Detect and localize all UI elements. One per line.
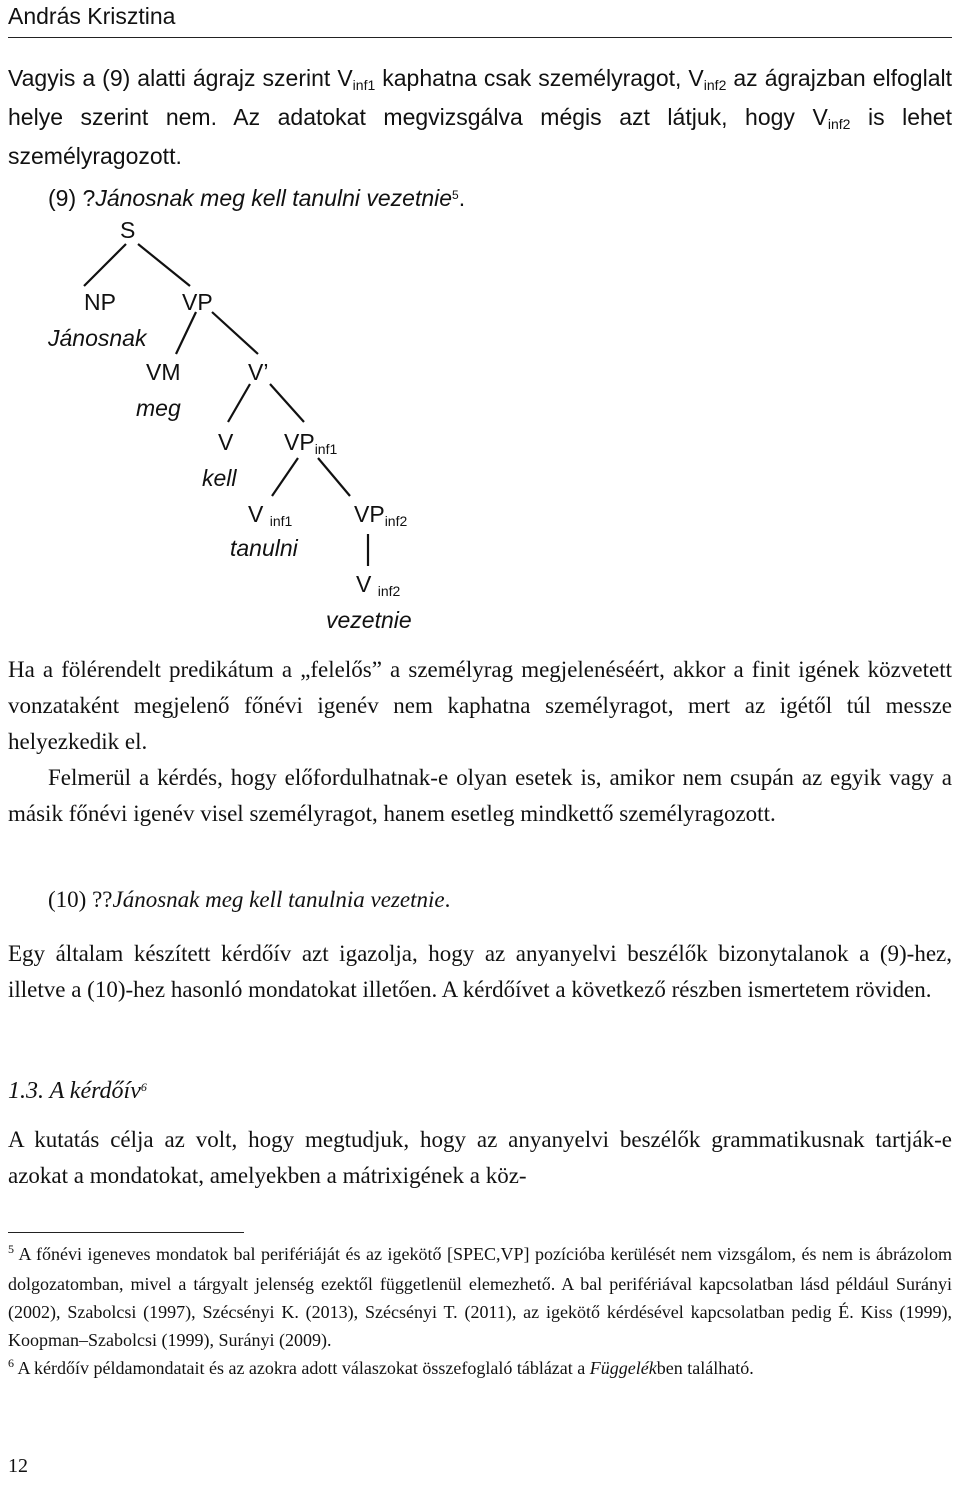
sentence-end: . xyxy=(458,185,466,211)
sentence-end: . xyxy=(444,887,451,912)
branch-s-np xyxy=(84,244,126,286)
footnotes xyxy=(8,1240,952,1384)
body-paragraph-4 xyxy=(8,1122,952,1194)
tree-word-meg: meg xyxy=(136,395,181,421)
footnote-italic: Függelék xyxy=(589,1358,657,1378)
footnote-text: A kérdőív példamondatait és az azokra adott válaszokat összefoglaló táblázat a xyxy=(14,1358,590,1378)
branch-vpinf1-vinf1 xyxy=(272,458,298,496)
example-sentence: Jánosnak meg kell tanulnia vezetnie xyxy=(112,887,445,912)
footnote-mark: 5 xyxy=(8,1242,14,1256)
node-label: VP xyxy=(354,501,385,527)
subscript: inf2 xyxy=(703,77,727,93)
tree-word-janosnak: Jánosnak xyxy=(48,325,147,351)
running-header: András Krisztina xyxy=(8,3,176,29)
example-10 xyxy=(48,884,450,916)
subscript: inf2 xyxy=(377,583,401,599)
branch-vp-vbar xyxy=(212,312,258,354)
node-label: V xyxy=(356,571,372,597)
tree-word-kell: kell xyxy=(202,465,237,491)
footnote-text: A főnévi igeneves mondatok bal perifériáját és az igekötő [SPEC,VP] pozícióba kerülését nem vizsgálom, és nem is ábrázolom dolgozatomban, mivel a tárgyalt jelenség ezektől függetlenül elemezhető. A bal perifériával kapcsolatban lásd például Surányi (2002), Szabolcsi (1997), Szécsényi K. (2013), Szécsényi T. (2011), az igekötő kérdésével kapcsolatban pedig É. Kiss (1999), Koopman–Szabolcsi (1999), Surányi (2009). xyxy=(8,1244,952,1350)
branch-vp-vm xyxy=(176,312,196,354)
footnote-ref: 5 xyxy=(452,188,459,202)
tree-node-vinf2 xyxy=(356,570,400,601)
tree-word-tanulni: tanulni xyxy=(230,535,298,561)
body-paragraph-3 xyxy=(8,936,952,1008)
section-title: A kérdőív xyxy=(49,1078,141,1104)
intro-text-1: Vagyis a (9) alatti ágrajz szerint V xyxy=(8,65,353,91)
section-number: 1.3. xyxy=(8,1078,44,1104)
page-number: 12 xyxy=(8,1455,28,1477)
judgement-mark: ? xyxy=(82,185,96,211)
syntax-tree xyxy=(0,200,500,650)
para4-text: A kutatás célja az volt, hogy megtudjuk, hogy az anyanyelvi beszélők grammatikusnak tartják-e azokat a mondatokat, amelyekben a mátrixigének a köz- xyxy=(8,1127,952,1188)
branch-vbar-vpinf1 xyxy=(270,384,304,422)
para1-text: Ha a fölérendelt predikátum a xyxy=(8,657,301,682)
footnote-5 xyxy=(8,1240,952,1354)
quoted-term: „felelős” xyxy=(300,657,382,682)
tree-node-vbar: V’ xyxy=(248,359,269,385)
tree-node-vpinf2 xyxy=(354,500,407,531)
branch-vbar-v xyxy=(228,384,250,422)
tree-branches xyxy=(0,200,500,650)
tree-node-vpinf1 xyxy=(284,428,337,459)
intro-text-2: kaphatna csak személyragot, V xyxy=(375,65,704,91)
tree-node-v: V xyxy=(218,429,234,455)
subscript: inf2 xyxy=(384,513,408,529)
section-heading xyxy=(8,1074,147,1111)
tree-node-vm: VM xyxy=(146,359,181,385)
node-label: VP xyxy=(284,429,315,455)
body-paragraph-1 xyxy=(8,652,952,832)
tree-node-vp: VP xyxy=(182,289,213,315)
branch-s-vp xyxy=(138,244,190,286)
intro-paragraph xyxy=(8,60,952,174)
example-sentence: Jánosnak meg kell tanulni vezetnie xyxy=(95,185,453,211)
footnote-mark: 6 xyxy=(8,1356,14,1370)
tree-node-s: S xyxy=(120,217,136,243)
body-paragraph-2: Felmerül a kérdés, hogy előfordulhatnak-e olyan esetek is, amikor nem csupán az egyik vagy a másik főnévi igenév visel személyragot, hanem esetleg mindkettő személyragozott. xyxy=(8,765,952,826)
subscript: inf2 xyxy=(827,116,851,132)
tree-node-vinf1 xyxy=(248,500,292,531)
para1-text-rest: a személyrag megjelenéséért, akkor a finit igének közvetett vonzataként megjelenő főnévi igenév nem kaphatna személyragot, mert az igétől túl messze helyezkedik el. xyxy=(8,657,952,754)
footnote-text-end: ben található. xyxy=(656,1358,754,1378)
tree-node-np: NP xyxy=(84,289,116,315)
footnote-6 xyxy=(8,1354,952,1384)
example-number: (9) xyxy=(48,185,77,211)
judgement-mark: ?? xyxy=(92,887,113,912)
header-rule xyxy=(8,37,952,38)
para3-text: Egy általam készített kérdőív azt igazolja, hogy az anyanyelvi beszélők bizonytalanok a (9)-hez, illetve a (10)-hez hasonló mondatokat illetően. A kérdőívet a következő részben ismertetem röviden. xyxy=(8,941,952,1002)
footnote-ref: 6 xyxy=(140,1080,147,1094)
subscript: inf1 xyxy=(269,513,293,529)
subscript: inf1 xyxy=(314,441,338,457)
intro-text-4: is lehet személyragozott. xyxy=(8,104,952,169)
tree-word-vezetnie: vezetnie xyxy=(326,607,412,633)
subscript: inf1 xyxy=(352,77,376,93)
branch-vpinf1-vpinf2 xyxy=(318,458,350,496)
footnote-rule xyxy=(8,1232,244,1233)
example-number: (10) xyxy=(48,887,87,912)
intro-text-3: az ágrajzban elfoglalt helye szerint nem. Az adatokat megvizsgálva mégis azt látjuk, hogy V xyxy=(8,65,953,130)
node-label: V xyxy=(248,501,264,527)
